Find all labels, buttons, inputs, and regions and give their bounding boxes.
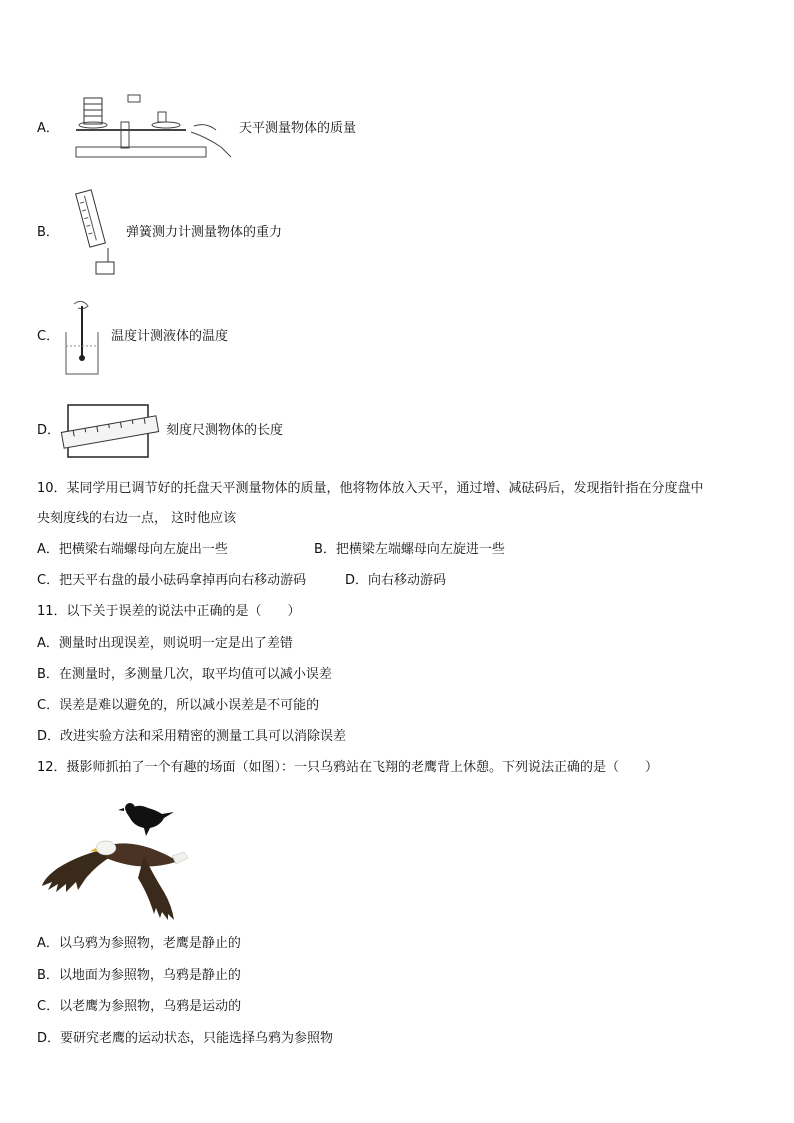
q11-option-d: D．改进实验方法和采用精密的测量工具可以消除误差 [37, 729, 347, 744]
option-letter-a: A． [37, 121, 59, 136]
thermometer-figure [62, 296, 102, 378]
q10-stem-line1: 10．某同学用已调节好的托盘天平测量物体的质量，他将物体放入天平，通过增、减砝码后，发现指针指在分度盘中 [37, 481, 704, 496]
spring-scale-figure [64, 186, 124, 278]
option-text-c: 温度计测液体的温度 [111, 329, 229, 344]
q10-option-b: B．把横梁左端螺母向左旋进一些 [314, 542, 505, 557]
q11-option-a: A．测量时出现误差，则说明一定是出了差错 [37, 636, 293, 651]
q10-stem-line2: 央刻度线的右边一点， 这时他应该 [37, 511, 237, 526]
q10-option-d: D．向右移动游码 [345, 573, 447, 588]
q11-option-c: C．误差是难以避免的，所以减小误差是不可能的 [37, 698, 320, 713]
q10-option-c: C．把天平右盘的最小砝码拿掉再向右移动游码 [37, 573, 307, 588]
option-letter-c: C． [37, 329, 60, 344]
option-text-d: 刻度尺测物体的长度 [166, 423, 284, 438]
option-letter-d: D． [37, 423, 61, 438]
q11-stem: 11．以下关于误差的说法中正确的是（ ） [37, 604, 301, 619]
q12-option-b: B．以地面为参照物，乌鸦是静止的 [37, 968, 241, 983]
balance-scale-figure [66, 92, 236, 162]
option-text-a: 天平测量物体的质量 [239, 121, 357, 136]
eagle-crow-photo [40, 798, 190, 922]
q12-option-d: D．要研究老鹰的运动状态，只能选择乌鸦为参照物 [37, 1031, 334, 1046]
option-text-b: 弹簧测力计测量物体的重力 [126, 225, 283, 240]
q12-stem: 12．摄影师抓拍了一个有趣的场面（如图）：一只乌鸦站在飞翔的老鹰背上休憩。下列说法正确的是（ ） [37, 760, 659, 775]
ruler-figure [60, 402, 164, 462]
option-letter-b: B． [37, 225, 59, 240]
q10-option-a: A．把横梁右端螺母向左旋出一些 [37, 542, 228, 557]
q11-option-b: B．在测量时，多测量几次，取平均值可以减小误差 [37, 667, 332, 682]
q12-option-a: A．以乌鸦为参照物，老鹰是静止的 [37, 936, 241, 951]
q12-option-c: C．以老鹰为参照物，乌鸦是运动的 [37, 999, 242, 1014]
